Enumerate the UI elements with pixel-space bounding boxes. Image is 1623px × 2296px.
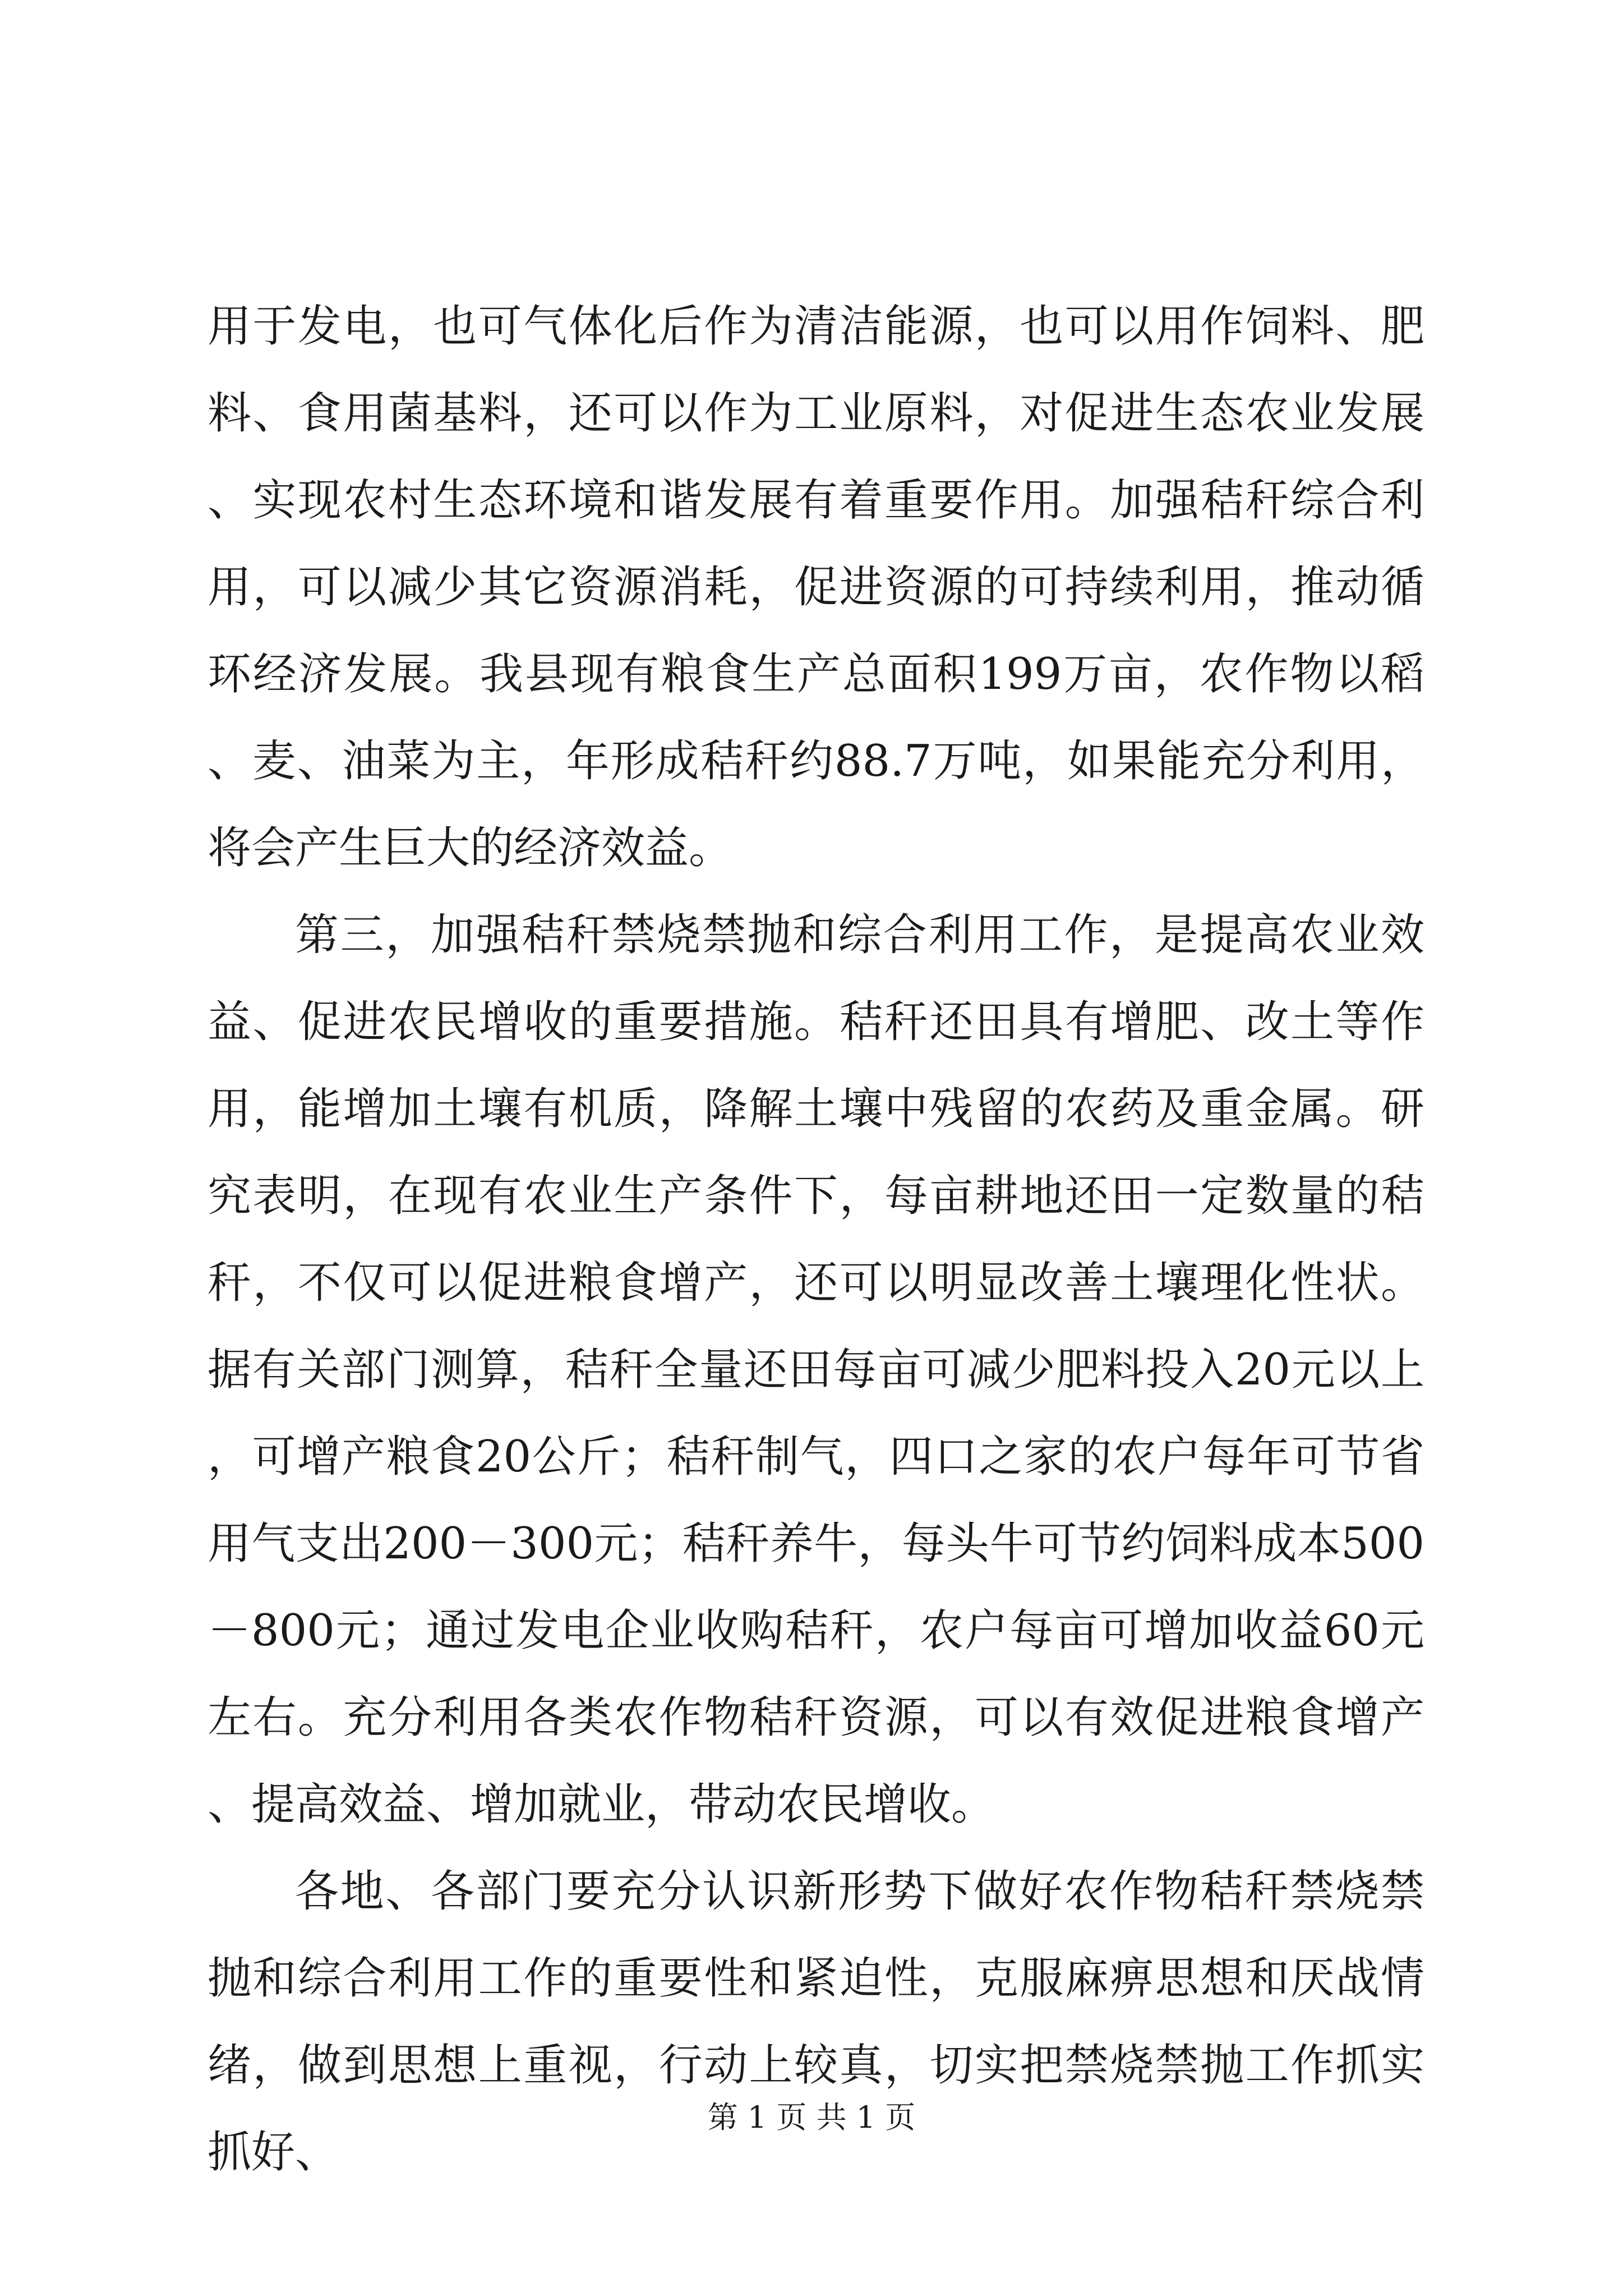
paragraph-3: 各地、各部门要充分认识新形势下做好农作物秸秆禁烧禁抛和综合利用工作的重要性和紧迫性，克服麻痹思想和厌战情绪，做到思想上重视，行动上较真，切实把禁烧禁抛工作抓实抓好、: [208, 1866, 1424, 2178]
paragraph-1: 用于发电，也可气体化后作为清洁能源，也可以用作饲料、肥料、食用菌基料，还可以作为工业原料，对促进生态农业发展、实现农村生态环境和谐发展有着重要作用。加强秸秆综合利用，可以减少其它资源消耗，促进资源的可持续利用，推动循环经济发展。我县现有粮食生产总面积199万亩，农作物以稻、麦、油菜为主，年形成秸秆约88.7万吨，如果能充分利用，将会产生巨大的经济效益。: [208, 301, 1424, 873]
page-number-label: 第 1 页 共 1 页: [707, 2100, 916, 2135]
paragraph-2: 第三，加强秸秆禁烧禁抛和综合利用工作，是提高农业效益、促进农民增收的重要措施。秸秆还田具有增肥、改土等作用，能增加土壤有机质，降解土壤中残留的农药及重金属。研究表明，在现有农业生产条件下，每亩耕地还田一定数量的秸秆，不仅可以促进粮食增产，还可以明显改善土壤理化性状。据有关部门测算，秸秆全量还田每亩可减少肥料投入20元以上，可增产粮食20公斤；秸秆制气，四口之家的农户每年可节省用气支出200－300元；秸秆养牛，每头牛可节约饲料成本500－800元；通过发电企业收购秸秆，农户每亩可增加收益60元左右。充分利用各类农作物秸秆资源，可以有效促进粮食增产、提高效益、增加就业，带动农民增收。: [208, 910, 1424, 1830]
page-footer: [0, 2098, 1623, 2137]
document-body: [208, 283, 1424, 2196]
